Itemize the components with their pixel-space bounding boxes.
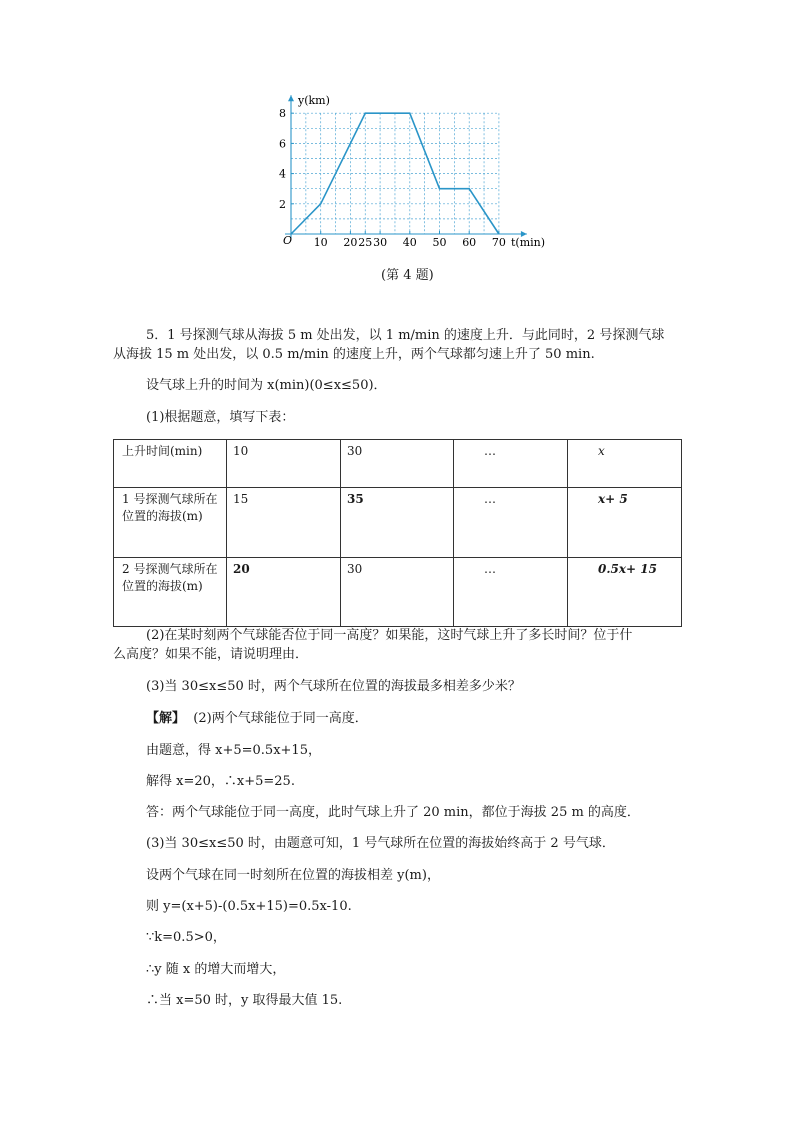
data-table bbox=[113, 439, 682, 627]
table-cell: 35 bbox=[341, 488, 454, 558]
row-header-balloon-1: 1 号探测气球所在位置的海拔(m) bbox=[114, 488, 227, 558]
table-cell: … bbox=[454, 558, 568, 627]
table-cell: x+ 5 bbox=[568, 488, 682, 558]
table-row-balloon-1 bbox=[114, 488, 682, 558]
table-cell: 30 bbox=[341, 440, 454, 488]
distance-time-chart bbox=[0, 0, 794, 300]
problem-line-3: 设气球上升的时间为 x(min)(0≤x≤50)． bbox=[146, 378, 387, 393]
y-tick-label: 6 bbox=[279, 137, 286, 151]
solution-line-4: 答：两个气球能位于同一高度，此时气球上升了 20 min，都位于海拔 25 m 的高度． bbox=[146, 805, 640, 820]
solution-line-9: ∴y 随 x 的增大而增大， bbox=[146, 962, 286, 977]
figure-caption: (第 4 题) bbox=[381, 268, 434, 283]
solution-line-7: 则 y=(x+5)-(0.5x+15)=0.5x-10. bbox=[146, 899, 352, 914]
solution-line-5: (3)当 30≤x≤50 时，由题意可知，1 号气球所在位置的海拔始终高于 2 号气球． bbox=[146, 836, 615, 851]
solution-tag: 【解】 bbox=[146, 711, 186, 726]
table-row-balloon-2 bbox=[114, 558, 682, 627]
y-tick-label: 8 bbox=[279, 107, 286, 121]
solution-line-3: 解得 x=20，∴x+5=25. bbox=[146, 774, 295, 789]
x-tick-label: 60 bbox=[462, 236, 477, 249]
y-axis-label: y(km) bbox=[298, 94, 330, 107]
table-cell: 20 bbox=[227, 558, 341, 627]
origin-label: O bbox=[283, 234, 293, 247]
table-row-time bbox=[114, 440, 682, 488]
x-tick-label: 10 bbox=[313, 236, 328, 249]
question-3: (3)当 30≤x≤50 时，两个气球所在位置的海拔最多相差多少米？ bbox=[146, 679, 521, 694]
solution-line-1 bbox=[146, 709, 368, 729]
solution-line-10: ∴当 x=50 时，y 取得最大值 15. bbox=[146, 993, 343, 1008]
x-tick-label: 20 bbox=[343, 236, 358, 249]
question-1: (1)根据题意，填写下表： bbox=[146, 410, 295, 425]
table-cell: 15 bbox=[227, 488, 341, 558]
table-cell: x bbox=[568, 440, 682, 488]
x-tick-label: 25 bbox=[358, 236, 373, 249]
table-cell: 30 bbox=[341, 558, 454, 627]
solution-line-6: 设两个气球在同一时刻所在位置的海拔相差 y(m)， bbox=[146, 868, 440, 883]
solution-line-8: ∵k=0.5>0， bbox=[146, 930, 226, 945]
solution-text-1: (2)两个气球能位于同一高度． bbox=[193, 711, 368, 726]
row-header-time: 上升时间(min) bbox=[114, 440, 227, 488]
table-cell: 10 bbox=[227, 440, 341, 488]
x-tick-label: 40 bbox=[402, 236, 417, 249]
x-tick-label: 70 bbox=[491, 236, 506, 249]
table-cell: … bbox=[454, 440, 568, 488]
chart-axes bbox=[285, 95, 527, 238]
problem-line-2: 从海拔 15 m 处出发，以 0.5 m/min 的速度上升，两个气球都匀速上升了 50 min. bbox=[113, 347, 595, 362]
question-2-line-1: (2)在某时刻两个气球能否位于同一高度？如果能，这时气球上升了多长时间？位于什 bbox=[146, 628, 633, 643]
y-tick-label: 4 bbox=[279, 167, 286, 181]
x-tick-label: 50 bbox=[432, 236, 447, 249]
problem-line-1 bbox=[146, 326, 664, 346]
x-tick-label: 30 bbox=[373, 236, 388, 249]
question-2-line-2: 么高度？如果不能，请说明理由． bbox=[113, 647, 309, 662]
solution-line-2: 由题意，得 x+5=0.5x+15， bbox=[146, 743, 321, 758]
problem-number: 5． bbox=[146, 328, 168, 343]
table-cell: 0.5x+ 15 bbox=[568, 558, 682, 627]
chart-grid bbox=[291, 113, 499, 234]
row-header-balloon-2: 2 号探测气球所在位置的海拔(m) bbox=[114, 558, 227, 627]
y-tick-label: 2 bbox=[279, 197, 286, 211]
y-axis-arrow bbox=[288, 95, 294, 101]
x-axis-label: t(min) bbox=[511, 236, 546, 249]
table-cell: … bbox=[454, 488, 568, 558]
problem-text-1: 1 号探测气球从海拔 5 m 处出发，以 1 m/min 的速度上升．与此同时，2 号探测气球 bbox=[167, 328, 665, 343]
